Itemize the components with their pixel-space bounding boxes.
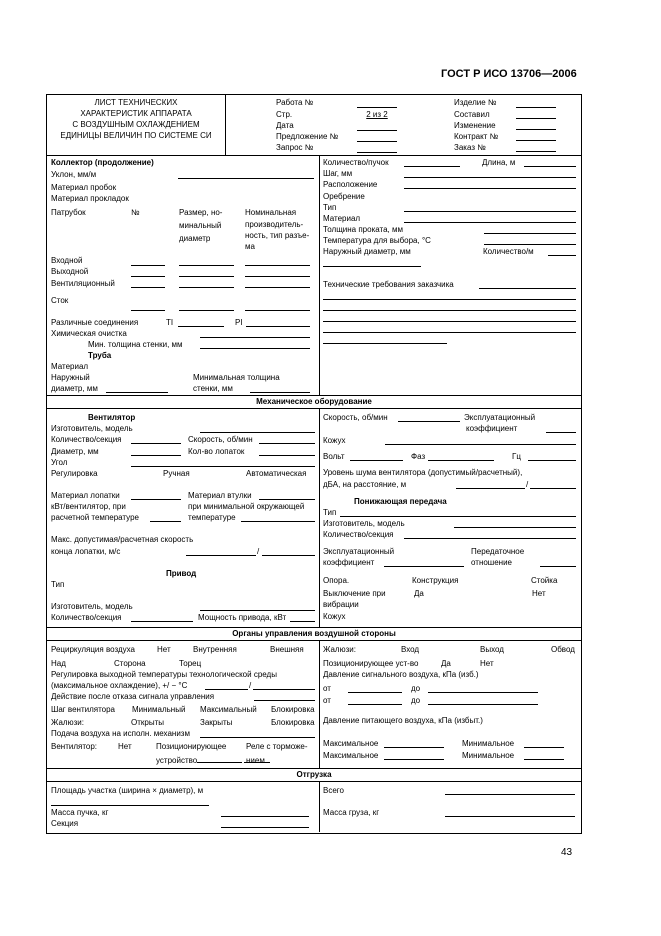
drive-heading: Привод <box>166 569 197 578</box>
casing2-label: Кожух <box>323 612 346 621</box>
revision-label: Изменение <box>454 121 496 130</box>
hz-label: Гц <box>512 452 521 461</box>
angle-label: Угол <box>51 458 68 467</box>
pitch-field[interactable] <box>404 177 576 178</box>
ratio-label: Передаточное <box>471 547 525 556</box>
customer-req-label: Технические требования заказчика <box>323 280 454 289</box>
gasket-material-label: Материал прокладок <box>51 194 129 203</box>
proposal-label: Предложение № <box>276 132 339 141</box>
plug-material-label: Материал пробок <box>51 183 117 192</box>
nozzle-field[interactable] <box>179 276 234 277</box>
recirc-no-option[interactable]: Нет <box>157 645 171 654</box>
nozzle-row-label: Сток <box>51 296 69 305</box>
op-coef-label: Эксплуатационный <box>464 413 536 422</box>
r-qty-field[interactable] <box>404 538 576 539</box>
title-line: ХАРАКТЕРИСТИК АППАРАТА <box>80 109 192 118</box>
min-ambient-label: при минимальной окружающей <box>188 502 305 511</box>
size-col-header: Размер, но- <box>179 208 223 217</box>
plot-area-label: Площадь участка (ширина × диаметр), м <box>51 786 204 795</box>
rule <box>46 627 581 628</box>
nozzle-field[interactable] <box>131 310 165 311</box>
drive-manufacturer-field[interactable] <box>200 610 315 611</box>
side-option[interactable]: Сторона <box>114 659 146 668</box>
air-supply-field[interactable] <box>200 737 315 738</box>
temp-regulation-field[interactable] <box>253 689 315 690</box>
fan-control-label: Вентилятор: <box>51 742 98 751</box>
volt-label: Вольт <box>323 452 345 461</box>
signal-to-field[interactable] <box>428 704 538 705</box>
connections-label: Различные соединения <box>51 318 139 327</box>
slope-label: Уклон, мм/м <box>51 170 97 179</box>
fan-manufacturer-field[interactable] <box>200 432 315 433</box>
layout-label: Расположение <box>323 180 378 189</box>
title-line: ЛИСТ ТЕХНИЧЕСКИХ <box>94 98 178 107</box>
op-coef-label: коэффициент <box>466 424 518 433</box>
rating-col-header: производитель- <box>245 220 304 229</box>
recirc-internal-option[interactable]: Внутренняя <box>193 645 237 654</box>
fan-speed-label: Скорость, об/мин <box>188 435 253 444</box>
regulation-label: Регулировка <box>51 469 98 478</box>
fan-diameter-label: Диаметр, мм <box>51 447 99 456</box>
after-failure-field[interactable] <box>254 700 315 701</box>
bundle-mass-field[interactable] <box>221 816 309 817</box>
supply-min-field[interactable] <box>524 747 564 748</box>
nozzle-field[interactable] <box>131 287 165 288</box>
nozzle-field[interactable] <box>179 310 234 311</box>
air-supply-label: Подача воздуха на исполн. механизм <box>51 729 190 738</box>
drive-power-field[interactable] <box>290 621 315 622</box>
r-manufacturer-label: Изготовитель, модель <box>323 519 405 528</box>
min-thickness-label: Минимальная толщина <box>193 373 280 382</box>
bypass-option[interactable]: Обвод <box>551 645 575 654</box>
r-type-field[interactable] <box>340 516 576 517</box>
recirc-label: Рециркуляция воздуха <box>51 645 135 654</box>
end-option[interactable]: Торец <box>179 659 202 668</box>
nozzle-field[interactable] <box>245 310 310 311</box>
rolled-thickness-label: Толщина проката, мм <box>323 225 403 234</box>
customer-req-line[interactable] <box>323 343 447 344</box>
louvers-closed-option[interactable]: Закрыты <box>200 718 233 727</box>
signal-pressure-label: Давление сигнального воздуха, кПа (изб.) <box>323 670 479 679</box>
positioning-option[interactable]: Позиционирующее <box>156 742 227 751</box>
r-op-coef-label: Эксплуатационный <box>323 547 395 556</box>
supply-max-label: Максимальное <box>323 739 379 748</box>
count-per-m-field[interactable] <box>548 255 576 256</box>
tip-speed-allowed-field[interactable] <box>186 555 256 556</box>
number-col-header: № <box>131 208 140 217</box>
chem-cleaning-label: Химическая очистка <box>51 329 127 338</box>
positioning-field[interactable] <box>197 762 242 763</box>
tip-speed-label: Макс. допустимая/расчетная скорость <box>51 535 194 544</box>
tip-speed-design-field[interactable] <box>262 555 315 556</box>
total-label: Всего <box>323 786 344 795</box>
min-wall-label: Мин. толщина стенки, мм <box>88 340 183 349</box>
rule <box>46 640 581 641</box>
collector-heading: Коллектор (продолжение) <box>51 158 154 167</box>
supply-min-field[interactable] <box>524 759 564 760</box>
divider <box>319 782 320 832</box>
tube-od-label: диаметр, мм <box>51 384 98 393</box>
temp-regulation-label: (максимальное охлаждение), +/ − °С <box>51 681 188 690</box>
proposal-field[interactable] <box>357 141 397 142</box>
ratio-label: отношение <box>471 558 513 567</box>
min-thickness-field[interactable] <box>250 392 310 393</box>
divider <box>319 156 320 395</box>
supply-max-label: Максимальное <box>323 751 379 760</box>
shipment-section-title: Отгрузка <box>296 770 332 779</box>
customer-req-line[interactable] <box>323 310 576 311</box>
divider <box>319 641 320 768</box>
signal-from-field[interactable] <box>348 692 402 693</box>
fin-od-field[interactable] <box>323 266 421 267</box>
min-thickness-label: стенки, мм <box>193 384 233 393</box>
louvers-lock-option[interactable]: Блокировка <box>271 718 315 727</box>
rule <box>46 155 581 156</box>
kw-fan-label: расчетной температуре <box>51 513 139 522</box>
min-ambient-field[interactable] <box>241 521 315 522</box>
title-line: С ВОЗДУШНЫМ ОХЛАЖДЕНИЕМ <box>72 120 200 129</box>
nozzle-row-label: Входной <box>51 256 83 265</box>
noise-label: Уровень шума вентилятора (допустимый/расчетный), <box>323 468 523 477</box>
nozzle-col-header: Патрубок <box>51 208 86 217</box>
finning-label: Оребрение <box>323 192 365 201</box>
blade-count-field[interactable] <box>259 455 315 456</box>
request-field[interactable] <box>357 152 397 153</box>
positioner-label: Позиционирующее уст-во <box>323 659 419 668</box>
reduction-heading: Понижающая передача <box>354 497 447 506</box>
hub-material-label: Материал втулки <box>188 491 252 500</box>
date-label: Дата <box>276 121 294 130</box>
r-qty-label: Количество/секция <box>323 530 394 539</box>
fin-type-label: Тип <box>323 203 337 212</box>
revision-field[interactable] <box>516 129 556 130</box>
pitch-label: Шаг, мм <box>323 169 353 178</box>
contract-label: Контракт № <box>454 132 499 141</box>
automatic-option[interactable]: Автоматическая <box>246 469 307 478</box>
tubes-per-bundle-field[interactable] <box>404 166 460 167</box>
size-col-header: минальный <box>179 221 222 230</box>
tubes-per-bundle-label: Количество/пучок <box>323 158 389 167</box>
fan-diameter-field[interactable] <box>131 455 181 456</box>
design-temp-label: Температура для выбора, °С <box>323 236 431 245</box>
section-label: Секция <box>51 819 79 828</box>
customer-req-field[interactable] <box>479 288 576 289</box>
slash: / <box>526 480 529 489</box>
nozzle-field[interactable] <box>245 287 310 288</box>
recirc-external-option[interactable]: Внешняя <box>270 645 304 654</box>
support-label: Опора. <box>323 576 350 585</box>
rack-option[interactable]: Стойка <box>531 576 558 585</box>
positioner-no-option[interactable]: Нет <box>480 659 494 668</box>
noise-design-field[interactable] <box>530 488 576 489</box>
tube-material-label: Материал <box>51 362 89 371</box>
construction-option[interactable]: Конструкция <box>412 576 459 585</box>
customer-req-line[interactable] <box>323 299 576 300</box>
fan-qty-label: Количество/секция <box>51 435 122 444</box>
vibration-label: вибрации <box>323 600 359 609</box>
bundle-mass-label: Масса пучка, кг <box>51 808 109 817</box>
kw-fan-label: кВт/вентилятор, при <box>51 502 126 511</box>
airside-section-title: Органы управления воздушной стороны <box>232 629 396 638</box>
vibration-yes-option[interactable]: Да <box>414 589 424 598</box>
section-field[interactable] <box>221 827 309 828</box>
drive-power-label: Мощность привода, кВт <box>198 613 287 622</box>
pi-label: PI <box>235 318 243 327</box>
ratio-field[interactable] <box>540 566 576 567</box>
fin-od-label: Наружный диаметр, мм <box>323 247 411 256</box>
tube-od-field[interactable] <box>106 392 168 393</box>
slash: / <box>249 681 252 690</box>
signal-from-field[interactable] <box>348 704 402 705</box>
op-coef-field[interactable] <box>546 432 576 433</box>
fan-manufacturer-label: Изготовитель, модель <box>51 424 133 433</box>
positioner-yes-option[interactable]: Да <box>441 659 451 668</box>
pitch-max-option[interactable]: Максимальный <box>200 705 257 714</box>
ti-label: TI <box>166 318 174 327</box>
customer-req-line[interactable] <box>323 321 576 322</box>
casing-field[interactable] <box>385 444 576 445</box>
divider <box>319 409 320 627</box>
torque-relay-option[interactable]: Реле с торможе- <box>246 742 308 751</box>
item-number-field[interactable] <box>516 107 556 108</box>
supply-max-field[interactable] <box>384 759 444 760</box>
total-field[interactable] <box>445 794 575 795</box>
rule <box>46 408 581 409</box>
angle-field[interactable] <box>131 466 315 467</box>
to-label: до <box>411 696 421 705</box>
prepared-by-field[interactable] <box>516 118 556 119</box>
inlet-option[interactable]: Вход <box>401 645 420 654</box>
supply-pressure-label: Давление питающего воздуха, кПа (избыт.) <box>323 716 483 725</box>
cargo-mass-field[interactable] <box>445 816 575 817</box>
rating-col-header: ма <box>245 242 255 251</box>
tube-heading: Труба <box>88 351 112 360</box>
cargo-mass-label: Масса груза, кг <box>323 808 380 817</box>
min-wall-field[interactable] <box>200 348 310 349</box>
torque-relay-field[interactable] <box>244 762 270 763</box>
to-label: до <box>411 684 421 693</box>
r-manufacturer-field[interactable] <box>454 527 576 528</box>
document-header: ГОСТ Р ИСО 13706—2006 <box>441 68 577 80</box>
rule <box>46 781 581 782</box>
nozzle-row-label: Вентиляционный <box>51 279 115 288</box>
blade-material-label: Материал лопатки <box>51 491 120 500</box>
length-field[interactable] <box>524 166 576 167</box>
over-option[interactable]: Над <box>51 659 66 668</box>
job-number-field[interactable] <box>357 107 397 108</box>
fan-heading: Вентилятор <box>88 413 136 422</box>
layout-field[interactable] <box>404 188 576 189</box>
manual-option[interactable]: Ручная <box>163 469 190 478</box>
size-col-header: диаметр <box>179 234 211 243</box>
phase-label: Фаз <box>411 452 426 461</box>
count-per-m-label: Количество/м <box>483 247 534 256</box>
design-temp-field[interactable] <box>484 244 576 245</box>
min-ambient-label: температуре <box>188 513 236 522</box>
prepared-by-label: Составил <box>454 110 490 119</box>
nozzle-field[interactable] <box>179 265 234 266</box>
ti-field[interactable] <box>178 326 224 327</box>
after-failure-label: Действие после отказа сигнала управления <box>51 692 215 701</box>
drive-type-label: Тип <box>51 580 65 589</box>
r-louvers-label: Жалюзи: <box>323 645 356 654</box>
r-op-coef-field[interactable] <box>384 566 464 567</box>
torque-relay-option[interactable]: нием <box>246 756 265 765</box>
nozzle-field[interactable] <box>245 276 310 277</box>
fan-no-option[interactable]: Нет <box>118 742 132 751</box>
page-value: 2 из 2 <box>366 110 388 119</box>
page-number: 43 <box>561 847 573 858</box>
noise-label: дБА, на расстояние, м <box>323 480 407 489</box>
rule <box>46 768 581 769</box>
volt-field[interactable] <box>350 460 403 461</box>
pitch-lock-option[interactable]: Блокировка <box>271 705 315 714</box>
rolled-thickness-field[interactable] <box>484 233 576 234</box>
item-number-label: Изделие № <box>454 98 497 107</box>
fan-qty-field[interactable] <box>131 443 181 444</box>
request-label: Запрос № <box>276 143 314 152</box>
divider <box>225 95 226 155</box>
signal-to-field[interactable] <box>428 692 538 693</box>
drive-qty-field[interactable] <box>131 621 193 622</box>
slash: / <box>257 547 260 556</box>
fan-speed-field[interactable] <box>259 443 315 444</box>
customer-req-line[interactable] <box>323 332 576 333</box>
mechanical-section-title: Механическое оборудование <box>256 397 372 406</box>
plot-area-field[interactable] <box>51 805 209 806</box>
louvers-open-option[interactable]: Открыты <box>131 718 164 727</box>
r-speed-label: Скорость, об/мин <box>323 413 388 422</box>
pitch-min-option[interactable]: Минимальный <box>132 705 186 714</box>
temp-regulation-field[interactable] <box>205 689 248 690</box>
blade-count-label: Кол-во лопаток <box>188 447 245 456</box>
date-field[interactable] <box>357 130 397 131</box>
fan-pitch-label: Шаг вентилятора <box>51 705 116 714</box>
supply-min-label: Минимальное <box>462 739 515 748</box>
outlet-option[interactable]: Выход <box>480 645 504 654</box>
drive-qty-label: Количество/секция <box>51 613 122 622</box>
temp-regulation-label: Регулировка выходной температуры технологической среды <box>51 670 277 679</box>
contract-field[interactable] <box>516 140 556 141</box>
rule <box>46 395 581 396</box>
tube-od-label: Наружный <box>51 373 90 382</box>
nozzle-field[interactable] <box>131 265 165 266</box>
hz-field[interactable] <box>528 460 576 461</box>
length-label: Длина, м <box>482 158 516 167</box>
r-speed-field[interactable] <box>398 421 460 422</box>
slope-field[interactable] <box>178 178 314 179</box>
from-label: от <box>323 684 331 693</box>
tip-speed-label: конца лопатки, м/с <box>51 547 121 556</box>
job-number-label: Работа № <box>276 98 314 107</box>
r-type-label: Тип <box>323 508 337 517</box>
fin-type-field[interactable] <box>404 211 576 212</box>
nozzle-row-label: Выходной <box>51 267 89 276</box>
kw-fan-field[interactable] <box>150 521 181 522</box>
fin-material-label: Материал <box>323 214 361 223</box>
nozzle-field[interactable] <box>131 276 165 277</box>
supply-max-field[interactable] <box>384 747 444 748</box>
from-label: от <box>323 696 331 705</box>
vibration-label: Выключение при <box>323 589 386 598</box>
page-label: Стр. <box>276 110 293 119</box>
order-label: Заказ № <box>454 143 486 152</box>
r-op-coef-label: коэффициент <box>323 558 375 567</box>
casing-label: Кожух <box>323 436 346 445</box>
chem-cleaning-field[interactable] <box>200 337 310 338</box>
order-field[interactable] <box>516 151 556 152</box>
nozzle-field[interactable] <box>179 287 234 288</box>
fin-material-field[interactable] <box>404 222 576 223</box>
rating-col-header: ность, тип разъе- <box>245 231 310 240</box>
pi-field[interactable] <box>246 326 310 327</box>
rating-col-header: Номинальная <box>245 208 297 217</box>
positioning-option[interactable]: устройство <box>156 756 198 765</box>
vibration-no-option[interactable]: Нет <box>532 589 546 598</box>
noise-allowed-field[interactable] <box>456 488 525 489</box>
louvers-label: Жалюзи: <box>51 718 84 727</box>
title-line: ЕДИНИЦЫ ВЕЛИЧИН ПО СИСТЕМЕ СИ <box>60 131 212 140</box>
supply-min-label: Минимальное <box>462 751 515 760</box>
nozzle-field[interactable] <box>245 265 310 266</box>
hub-material-field[interactable] <box>259 499 315 500</box>
drive-manufacturer-label: Изготовитель, модель <box>51 602 133 611</box>
blade-material-field[interactable] <box>131 499 181 500</box>
phase-field[interactable] <box>428 460 494 461</box>
